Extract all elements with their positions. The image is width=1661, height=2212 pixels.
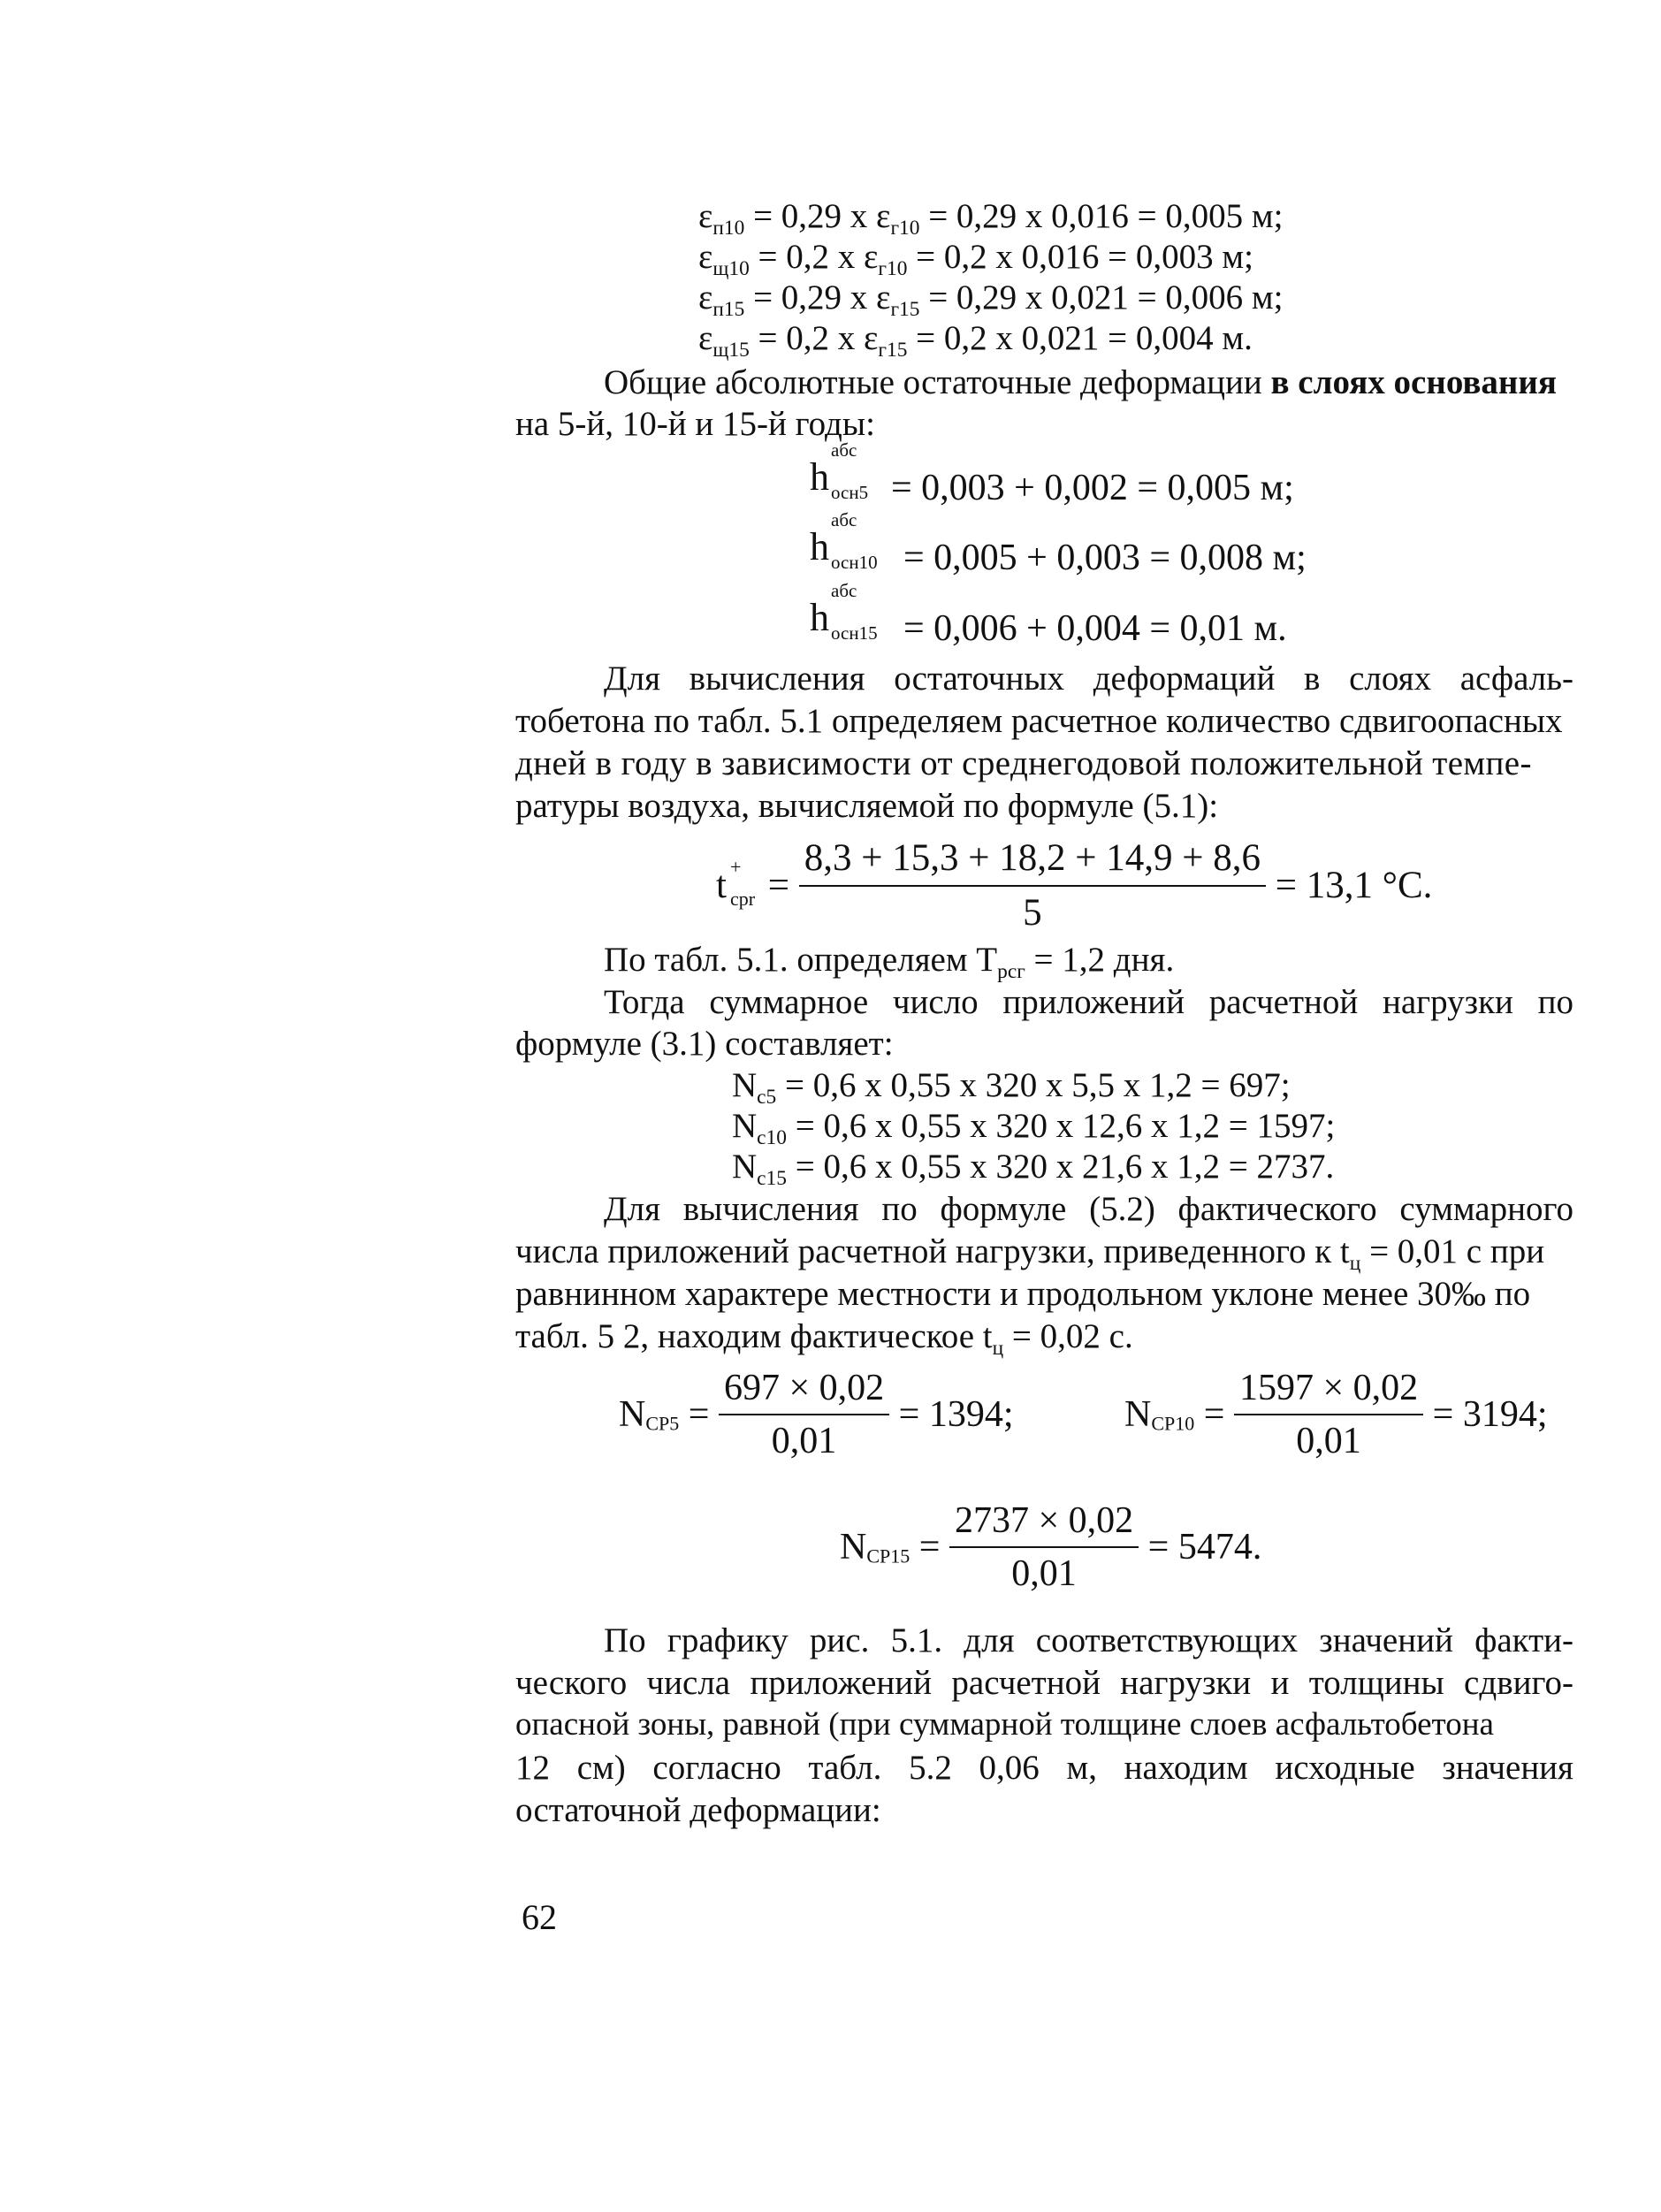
para6-line-5 (515, 1790, 881, 1832)
para2-line-4 (515, 786, 1218, 828)
para4-text-2: формуле (3.1) составляет: (515, 1025, 894, 1063)
para5-subscript: ц (1349, 1252, 1361, 1276)
eps-line-4 (698, 318, 1253, 360)
para2-line-2 (515, 701, 1563, 743)
n-subscript: c15 (757, 1167, 787, 1191)
ncp-result: = 1394; (898, 1394, 1014, 1436)
eps-subscript-2: г10 (890, 217, 920, 240)
para5-text: Для вычисления по формуле (5.2) фактического суммарного (604, 1190, 1573, 1228)
eps-mid: = 0,2 х ε (749, 319, 879, 357)
para5-line-2 (515, 1232, 1545, 1276)
n-value: = 0,6 х 0,55 х 320 х 5,5 х 1,2 = 697; (776, 1066, 1291, 1104)
n-line-2 (732, 1106, 1335, 1148)
para6-line-2 (515, 1663, 1573, 1705)
t-formula (716, 835, 1432, 935)
para2-line-3 (515, 744, 1532, 785)
ncp-symbol: N (619, 1394, 646, 1436)
ncp-subscript: CP10 (1151, 1412, 1195, 1435)
eps-rest: = 0,29 х 0,021 = 0,006 м; (919, 278, 1284, 317)
h-formula-1 (810, 439, 1294, 510)
n-line-3 (732, 1147, 1335, 1191)
eps-subscript-2: г10 (878, 257, 908, 281)
para2-line-1 (604, 659, 1573, 700)
para1-bold-text: в слоях основания (1270, 363, 1557, 401)
para5-text: равнинном характере местности и продольном уклоне менее 30‰ по (515, 1275, 1531, 1313)
para2-text: дней в году в зависимости от среднегодовой положительной темпе- (515, 744, 1532, 782)
eps-symbol: ε (698, 319, 713, 357)
eps-subscript: п10 (712, 217, 745, 240)
h-formula-value: = 0,005 + 0,003 = 0,008 м; (903, 538, 1307, 578)
ncp-subscript: CP5 (645, 1412, 680, 1435)
n-symbol: N (732, 1107, 758, 1145)
ncp-numerator: 697 × 0,02 (719, 1366, 889, 1415)
para6-text: ческого числа приложений расчетной нагрузки и толщины сдвиго- (515, 1664, 1573, 1702)
h-formula-3 (810, 580, 1287, 651)
ncp-subscript: CP15 (866, 1545, 911, 1567)
h-formula-2 (810, 509, 1307, 580)
ncp-fraction (949, 1499, 1139, 1597)
para5-subscript: ц (992, 1337, 1004, 1361)
eps-subscript: щ10 (712, 257, 750, 281)
para5-text: числа приложений расчетной нагрузки, приведенного к t (515, 1232, 1350, 1270)
n-symbol: N (732, 1066, 758, 1104)
para2-text: Для вычисления остаточных деформаций в слоях асфаль- (604, 660, 1573, 698)
ncp-formula-3: $N_{CP15}$ = $\frac{2737 \times 0,02}{0,01}$ = 5474. (840, 1499, 1261, 1597)
ncp-numerator: 1597 × 0,02 (1234, 1366, 1423, 1415)
ncp-result: = 5474. (1147, 1527, 1262, 1568)
ncp-symbol: N (1124, 1394, 1152, 1436)
eps-mid: = 0,29 х ε (744, 197, 891, 235)
eps-subscript-2: г15 (890, 298, 920, 322)
ncp-denominator: 0,01 (771, 1421, 837, 1462)
eps-symbol: ε (698, 278, 713, 317)
para1-text: Общие абсолютные остаточные деформации (604, 363, 1271, 401)
eps-line-2 (698, 237, 1253, 281)
eps-line-1 (698, 196, 1283, 238)
n-value: = 0,6 х 0,55 х 320 х 21,6 х 1,2 = 2737. (786, 1148, 1335, 1186)
t-numerator: 8,3 + 15,3 + 18,2 + 14,9 + 8,6 (799, 835, 1266, 887)
eps-subscript: щ15 (712, 339, 750, 362)
para5-text: = 0,01 с при (1360, 1232, 1545, 1270)
h-formula-value: = 0,003 + 0,002 = 0,005 м; (891, 468, 1294, 508)
para5-text: = 0,02 с. (1003, 1317, 1133, 1355)
eps-rest: = 0,2 х 0,021 = 0,004 м. (907, 319, 1253, 357)
t-symbol: t + сpr (716, 855, 756, 910)
para6-line-3 (515, 1705, 1494, 1744)
para3-line (604, 940, 1175, 984)
para3-text-2: = 1,2 дня. (1025, 941, 1175, 979)
ncp-fraction (719, 1366, 889, 1464)
h-symbol: h абс осн15 (810, 580, 878, 644)
para5-line-3 (515, 1274, 1530, 1316)
para5-line-1 (604, 1189, 1573, 1231)
para1-text-2: на 5-й, 10-й и 15-й годы: (515, 405, 875, 443)
para4-line-2 (515, 1024, 894, 1065)
t-denominator: 5 (1023, 891, 1042, 934)
eps-rest: = 0,29 х 0,016 = 0,005 м; (919, 197, 1284, 235)
t-fraction (799, 835, 1266, 935)
t-equals: = (767, 864, 790, 906)
ncp-numerator: 2737 × 0,02 (949, 1499, 1139, 1548)
para2-text: ратуры воздуха, вычисляемой по формуле (5.1): (515, 787, 1219, 825)
para1-line-2 (515, 404, 875, 446)
ncp-result: = 3194; (1432, 1394, 1548, 1436)
eps-rest: = 0,2 х 0,016 = 0,003 м; (907, 238, 1253, 276)
eps-mid: = 0,2 х ε (749, 238, 879, 276)
eps-line-3 (698, 278, 1284, 322)
h-formula-value: = 0,006 + 0,004 = 0,01 м. (903, 608, 1287, 649)
para6-text: остаточной деформации: (515, 1791, 881, 1829)
para5-line-4 (515, 1316, 1133, 1361)
para3-subscript: рсг (997, 960, 1025, 984)
eps-symbol: ε (698, 197, 713, 235)
para6-line-4 (515, 1748, 1573, 1789)
page-number: 62 (522, 1897, 557, 1937)
n-line-1 (732, 1065, 1291, 1110)
n-subscript: c10 (757, 1126, 787, 1150)
t-result: = 13,1 °С. (1275, 864, 1433, 906)
para4-line-1 (604, 982, 1573, 1024)
eps-subscript: п15 (712, 298, 745, 322)
para1-line-1 (604, 362, 1557, 404)
eps-mid: = 0,29 х ε (744, 278, 891, 317)
para2-text: тобетона по табл. 5.1 определяем расчетное количество сдвигоопасных (515, 702, 1563, 740)
n-subscript: c5 (757, 1086, 777, 1110)
ncp-denominator: 0,01 (1296, 1421, 1361, 1462)
h-symbol: h абс осн5 (810, 439, 869, 503)
ncp-fraction (1234, 1366, 1423, 1464)
h-symbol: h абс осн10 (810, 509, 878, 573)
ncp-symbol: N (840, 1527, 867, 1568)
eps-subscript-2: г15 (878, 339, 908, 362)
para5-text: табл. 5 2, находим фактическое t (515, 1317, 993, 1355)
para3-text: По табл. 5.1. определяем Т (604, 941, 998, 979)
para6-text: По графику рис. 5.1. для соответствующих значений факти- (604, 1621, 1573, 1659)
para6-text: 12 см) согласно табл. 5.2 0,06 м, находим исходные значения (515, 1749, 1573, 1787)
ncp-denominator: 0,01 (1011, 1553, 1077, 1595)
n-symbol: N (732, 1148, 758, 1186)
ncp-formula-2: $N_{CP10}$ = $\frac{1597 \times 0,02}{0,01}$ = 3194; (1124, 1366, 1548, 1464)
n-value: = 0,6 х 0,55 х 320 х 12,6 х 1,2 = 1597; (786, 1107, 1336, 1145)
ncp-formula-1: $N_{CP5}$ = $\frac{697 \times 0,02}{0,01}$ = 1394; (619, 1366, 1014, 1464)
para6-line-1 (604, 1621, 1573, 1662)
para4-text: Тогда суммарное число приложений расчетной нагрузки по (604, 983, 1573, 1021)
eps-symbol: ε (698, 238, 713, 276)
para6-text: опасной зоны, равной (при суммарной толщине слоев асфальтобетона (515, 1706, 1494, 1743)
